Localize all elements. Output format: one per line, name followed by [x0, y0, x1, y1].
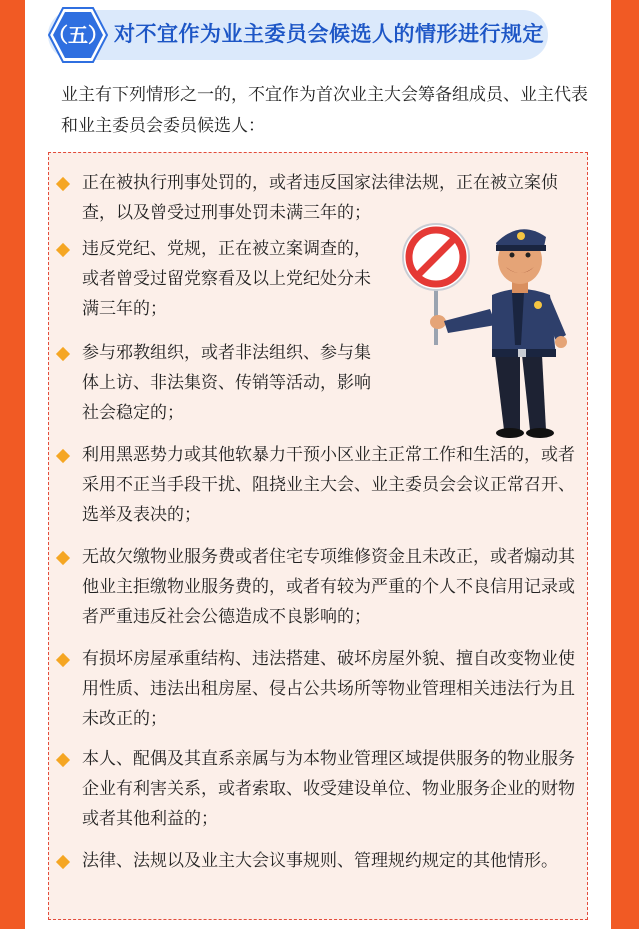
list-item: 法律、法规以及业主大会议事规则、管理规约规定的其他情形。 — [60, 846, 580, 876]
section-number: （五） — [48, 23, 108, 47]
list-item: 参与邪教组织，或者非法组织、参与集体上访、非法集资、传销等活动，影响社会稳定的； — [60, 338, 380, 428]
list-item: 无故欠缴物业服务费或者住宅专项维修资金且未改正，或者煽动其他业主拒缴物业服务费的，或者有较为严重的个人不良信用记录或者严重违反社会公德造成不良影响的； — [60, 542, 580, 632]
list-item: 违反党纪、党规，正在被立案调查的，或者曾受过留党察看及以上党纪处分未满三年的； — [60, 234, 380, 324]
intro-text: 业主有下列情形之一的，不宜作为首次业主大会筹备组成员、业主代表和业主委员会委员候选人： — [61, 85, 588, 136]
section-title: 对不宜作为业主委员会候选人的情形进行规定 — [114, 22, 544, 46]
list-item: 本人、配偶及其直系亲属与为本物业管理区域提供服务的物业服务企业有利害关系，或者索取、收受建设单位、物业服务企业的财物或者其他利益的； — [60, 744, 580, 834]
list-item: 利用黑恶势力或其他软暴力干预小区业主正常工作和生活的，或者采用不正当手段干扰、阻挠业主大会、业主委员会会议正常召开、选举及表决的； — [60, 440, 580, 530]
guard-illustration — [400, 205, 590, 445]
list-item: 正在被执行刑事处罚的，或者违反国家法律法规，正在被立案侦查，以及曾受过刑事处罚未满三年的； — [60, 168, 580, 228]
list-item: 有损坏房屋承重结构、违法搭建、破坏房屋外貌、擅自改变物业使用性质、违法出租房屋、侵占公共场所等物业管理相关违法行为且未改正的； — [60, 644, 580, 734]
section-number-badge — [48, 6, 108, 64]
